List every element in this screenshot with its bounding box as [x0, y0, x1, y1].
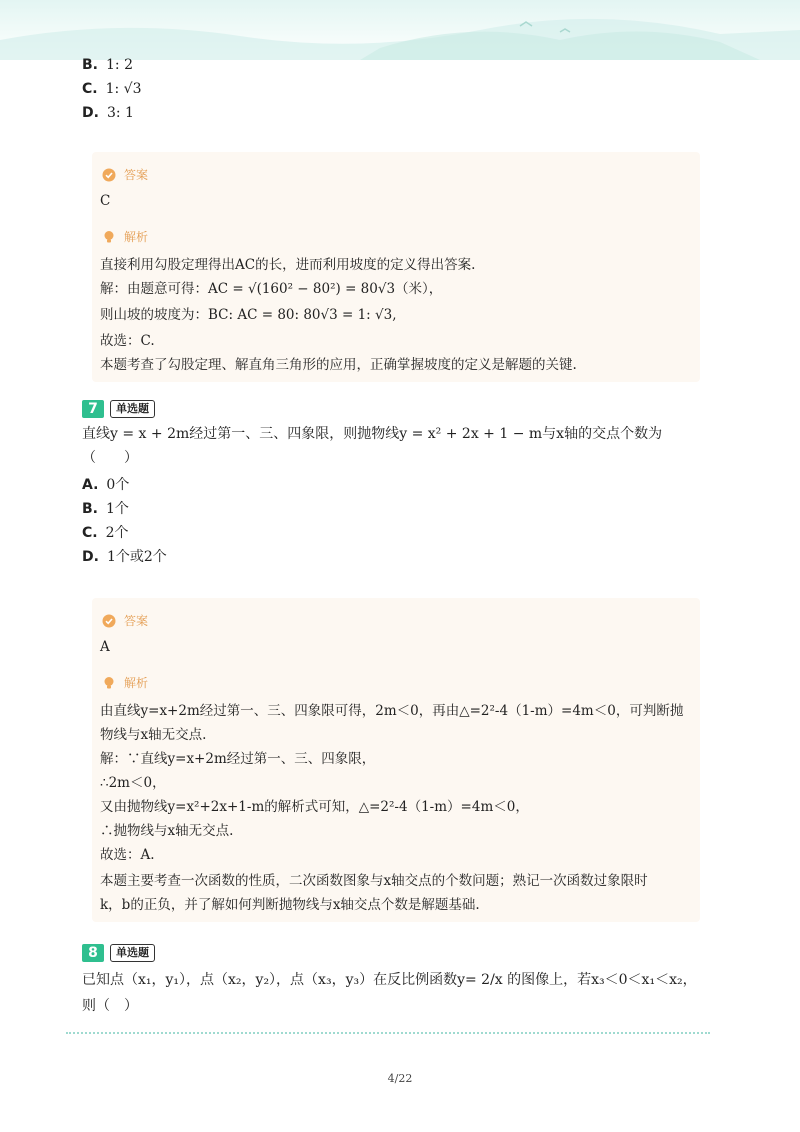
analysis-line: 本题考查了勾股定理、解直角三角形的应用，正确掌握坡度的定义是解题的关键.	[100, 357, 577, 373]
analysis-line: 由直线y=x+2m经过第一、三、四象限可得，2m＜0，再由△=2²-4（1-m）=4m＜0，可判断抛	[100, 703, 684, 719]
check-badge-icon	[102, 614, 116, 628]
analysis-line: 则山坡的坡度为：BC: AC = 80: 80√3 = 1: √3,	[100, 307, 397, 323]
analysis-line: k，b的正负，并了解如何判断抛物线与x轴交点个数是解题基础.	[100, 897, 480, 913]
answer-value: A	[100, 639, 110, 655]
analysis-line: 物线与x轴无交点.	[100, 727, 207, 743]
footer-divider	[66, 1032, 710, 1034]
answer-box-q7	[92, 598, 700, 922]
analysis-line: 故选：A.	[100, 847, 155, 863]
option-c: C. 2个	[82, 525, 129, 541]
option-b: B. 1个	[82, 501, 129, 517]
analysis-line: 直接利用勾股定理得出AC的长，进而利用坡度的定义得出答案.	[100, 257, 476, 273]
answer-box-q6	[92, 152, 700, 382]
lightbulb-icon	[102, 230, 116, 244]
analysis-line: 故选：C.	[100, 333, 155, 349]
lightbulb-icon	[102, 676, 116, 690]
analysis-line: 又由抛物线y=x²+2x+1-m的解析式可知，△=2²-4（1-m）=4m＜0，	[100, 799, 529, 815]
option-b: B. 1: 2	[82, 57, 133, 73]
question-stem: 已知点（x₁，y₁），点（x₂，y₂），点（x₃，y₃）在反比例函数y= 2/x 的图像上，若x₃＜0＜x₁＜x₂，	[82, 972, 697, 988]
check-badge-icon	[102, 168, 116, 182]
answer-label: 答案	[124, 168, 149, 182]
question-number: 8	[82, 944, 104, 962]
question-blank: （ ）	[82, 450, 138, 466]
analysis-line: ∴抛物线与x轴无交点.	[100, 823, 234, 839]
analysis-line: 解：由题意可得：AC = √(160² − 80²) = 80√3（米），	[100, 281, 443, 297]
analysis-line: ∴2m＜0，	[100, 775, 166, 791]
option-d: D. 1个或2个	[82, 549, 167, 565]
analysis-header	[102, 228, 148, 245]
analysis-header	[102, 674, 148, 691]
landscape-decoration	[0, 0, 800, 60]
question-number: 7	[82, 400, 104, 418]
option-a: A. 0个	[82, 477, 130, 493]
analysis-line: 本题主要考查一次函数的性质，二次函数图象与x轴交点的个数问题；熟记一次函数过象限时	[100, 873, 648, 889]
answer-label: 答案	[124, 614, 149, 628]
header-banner	[0, 0, 800, 60]
analysis-label: 解析	[124, 230, 149, 244]
option-c: C. 1: √3	[82, 81, 142, 97]
question-blank: 则（ ）	[82, 998, 138, 1014]
answer-header	[102, 166, 148, 183]
question-type-badge: 单选题	[110, 400, 155, 418]
answer-value: C	[100, 193, 111, 209]
page-number: 4/22	[387, 1072, 413, 1085]
analysis-label: 解析	[124, 676, 149, 690]
analysis-line: 解：∵直线y=x+2m经过第一、三、四象限，	[100, 751, 376, 767]
option-d: D. 3: 1	[82, 105, 134, 121]
question-stem: 直线y = x + 2m经过第一、三、四象限，则抛物线y = x² + 2x + 1 − m与x轴的交点个数为	[82, 426, 663, 442]
question-type-badge: 单选题	[110, 944, 155, 962]
answer-header	[102, 612, 148, 629]
